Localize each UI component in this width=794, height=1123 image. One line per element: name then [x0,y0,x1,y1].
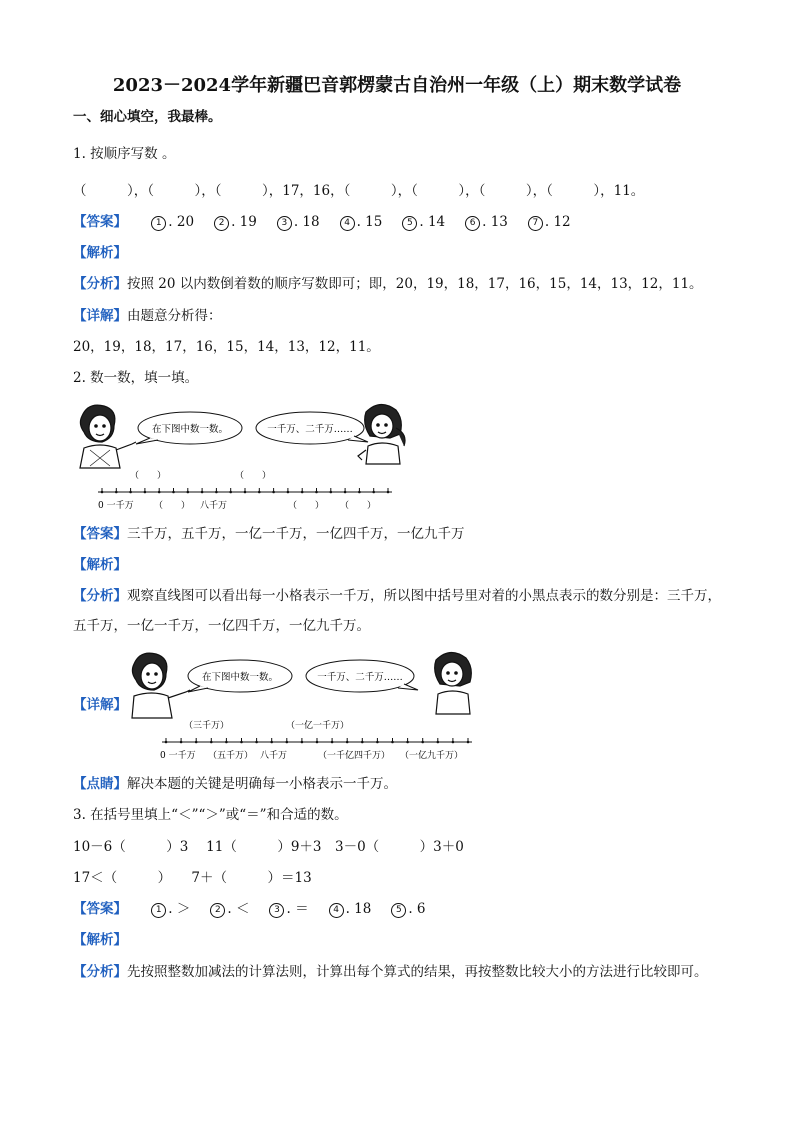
q1-detail-text: 由题意分析得： [127,308,222,324]
tick-dot [376,741,379,744]
tick-dot [244,491,247,494]
q1-detail [73,307,222,325]
section-heading: 一、细心填空，我最棒。 [73,109,222,125]
q2-dianjing [73,775,397,793]
detail-label-start: 0 一千万 [160,751,196,761]
tick-dot [229,491,232,494]
tick-dot [129,491,132,494]
girl-illustration [435,652,472,714]
q2-analysis-text: 观察直线图可以看出每一小格表示一千万，所以图中括号里对着的小黑点表示的数分别是：三千万，五千万，一亿一千万，一亿四千万，一亿九千万。 [73,588,721,634]
q2-analysis [73,581,723,641]
tick-dot [301,741,304,744]
tick-dot [387,491,390,494]
q2-dianjing-text: 解决本题的关键是明确每一小格表示一千万。 [127,776,397,792]
analysis-tag: 【分析】 [73,588,127,604]
tick-dot [358,491,361,494]
tick-dot [240,741,243,744]
tick-dot [187,491,190,494]
tick-dot [372,491,375,494]
paren-up-2: （ ） [235,471,272,481]
q3-line1: 10－6（ ）3 11（ ）9＋3 3－0（ ）3＋0 [73,839,464,855]
tick-dot [215,491,218,494]
q1-answer-1: 1 . 20 [151,213,194,231]
tick-dot [255,741,258,744]
tick-dot [301,491,304,494]
q2-stem: 2. 数一数，填一填。 [73,370,199,386]
paren-down-3: （ ） [340,501,377,511]
circled-number: 3 [269,903,284,918]
q2-answer [73,525,465,543]
tick-dot [437,741,440,744]
detail-up-2: （一亿一千万） [286,721,350,731]
detail-label-mid: 八千万 [260,751,288,761]
answer-tag: 【答案】 [73,526,127,542]
circled-number: 2 [210,903,225,918]
tick-dot [272,491,275,494]
q3-answer-3: 3 . ＝ [269,900,308,918]
q1-answer-3: 3 . 18 [277,213,320,231]
q3-analysis-text: 先按照整数加减法的计算法则，计算出每个算式的结果，再按整数比较大小的方法进行比较即可。 [127,964,708,980]
q3-analysis [73,957,723,987]
tick-dot [361,741,364,744]
tick-dot [158,491,161,494]
circled-number: 5 [391,903,406,918]
tick-dot [144,491,147,494]
detail-tag: 【详解】 [73,697,127,713]
tick-dot [287,491,290,494]
circled-number: 4 [340,216,355,231]
tick-dot [225,741,228,744]
circled-number: 6 [465,216,480,231]
bubble-right-text-2: 一千万、二千万…… [317,672,403,683]
tick-dot [315,491,318,494]
q3-answer-5: 5 . 6 [391,900,425,918]
circled-number: 5 [402,216,417,231]
detail-tag: 【详解】 [73,308,127,324]
label-mid: 八千万 [200,501,228,511]
q1-stem: 1. 按顺序写数 。 [73,146,176,162]
paren-up-1: （ ） [130,471,167,481]
tick-dot [406,741,409,744]
q1-answer-6: 6 . 13 [465,213,508,231]
bubble-right-text: 一千万、二千万…… [267,424,353,435]
circled-number: 3 [277,216,292,231]
circled-number: 1 [151,903,166,918]
dianjing-tag: 【点睛】 [73,776,127,792]
tick-dot [391,741,394,744]
jiexi-tag-3 [73,931,127,949]
tick-dot [101,491,104,494]
analysis-tag: 【分析】 [73,276,127,292]
jiexi-label: 【解析】 [73,932,127,948]
detail-b1: （五千万） [208,751,254,761]
tick-dot [201,491,204,494]
jiexi-label: 【解析】 [73,557,127,573]
q1-answers [131,213,570,231]
q3-answer-2: 2 . ＜ [210,900,249,918]
tick-dot [258,491,261,494]
tick-dot [452,741,455,744]
circled-number: 4 [329,903,344,918]
q2-answer-text: 三千万，五千万，一亿一千万，一亿四千万，一亿九千万 [127,526,465,542]
q1-answer-5: 5 . 14 [402,213,445,231]
boy-illustration [132,653,190,718]
tick-dot [316,741,319,744]
jiexi-tag-2 [73,556,127,574]
q1-answer-line [73,213,571,231]
jiexi-label: 【解析】 [73,245,127,261]
q3-answer-1: 1 . ＞ [151,900,190,918]
q1-detail-sequence: 20，19，18，17，16，15，14，13，12，11。 [73,339,380,355]
tick-dot [344,491,347,494]
jiexi-tag [73,244,127,262]
q1-analysis [73,275,703,293]
q1-answer-2: 2 . 19 [214,213,257,231]
circled-number: 2 [214,216,229,231]
circled-number: 7 [528,216,543,231]
tick-dot [180,741,183,744]
tick-dot [421,741,424,744]
tick-dot [331,741,334,744]
boy-illustration [80,405,136,468]
circled-number: 1 [151,216,166,231]
q3-stem: 3. 在括号里填上“＜”“＞”或“＝”和合适的数。 [73,807,348,823]
label-start: 0 一千万 [98,501,134,511]
bubble-left-text: 在下图中数一数。 [151,424,229,435]
q2-detail-tag [73,696,127,714]
tick-dot [467,741,470,744]
tick-dot [165,741,168,744]
page-title: 2023－2024学年新疆巴音郭楞蒙古自治州一年级（上）期末数学试卷 [112,75,682,96]
q1-sequence: （ ），（ ），（ ），17，16，（ ），（ ），（ ），（ ），11。 [73,183,645,199]
detail-up-1: （三千万） [184,721,230,731]
q2-detail-figure [128,648,498,764]
detail-b3: （一亿九千万） [400,751,464,761]
q2-figure [70,398,410,516]
q3-answer-line [73,900,426,918]
q3-answers [131,900,425,918]
bubble-left-text-2: 在下图中数一数。 [201,672,279,683]
q1-answer-4: 4 . 15 [340,213,383,231]
tick-dot [286,741,289,744]
paren-down-2: （ ） [288,501,325,511]
answer-tag: 【答案】 [73,901,127,917]
q3-answer-4: 4 . 18 [329,900,372,918]
tick-dot [210,741,213,744]
tick-dot [115,491,118,494]
q1-answer-7: 7 . 12 [528,213,571,231]
q3-line2: 17＜（ ） 7＋（ ）＝13 [73,870,312,886]
tick-dot [195,741,198,744]
paren-down-1: （ ） [154,501,191,511]
tick-dot [330,491,333,494]
analysis-tag: 【分析】 [73,964,127,980]
girl-illustration [358,404,405,464]
tick-dot [172,491,175,494]
tick-dot [346,741,349,744]
detail-b2: （一千亿四千万） [318,751,391,761]
answer-tag: 【答案】 [73,214,127,230]
q1-analysis-text: 按照 20 以内数倒着数的顺序写数即可；即，20，19，18，17，16，15，14，13，12，11。 [127,276,703,292]
tick-dot [270,741,273,744]
